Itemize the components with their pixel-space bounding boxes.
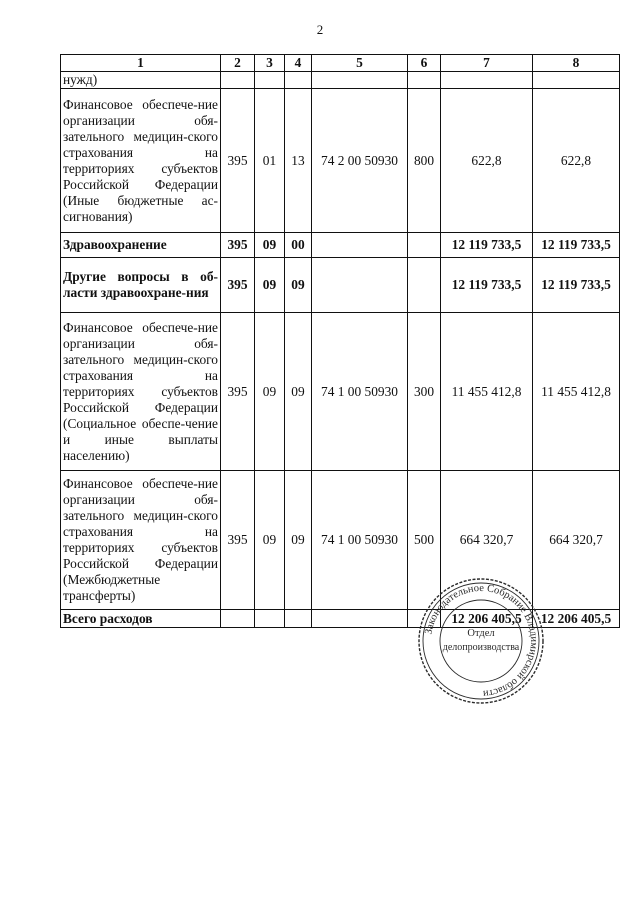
target-article-code: 74 1 00 50930: [312, 471, 408, 610]
expense-name: Другие вопросы в об-ласти здравоохране-ния: [61, 258, 221, 313]
section-code: 09: [255, 471, 285, 610]
ved-code: 395: [221, 233, 255, 258]
empty-cell: [221, 72, 255, 89]
header-cell: 3: [255, 55, 285, 72]
subsection-code: 09: [285, 471, 312, 610]
amount-col8: 11 455 412,8: [533, 313, 620, 471]
header-cell: 4: [285, 55, 312, 72]
expense-type-code: [408, 233, 441, 258]
target-article-code: [312, 610, 408, 628]
section-code: 09: [255, 258, 285, 313]
amount-col7: 12 119 733,5: [441, 233, 533, 258]
expense-type-code: 300: [408, 313, 441, 471]
office-stamp: [416, 576, 546, 706]
target-article-code: [312, 233, 408, 258]
section-code: 09: [255, 313, 285, 471]
amount-col7: 664 320,7: [441, 471, 533, 610]
header-cell: 2: [221, 55, 255, 72]
subsection-code: 13: [285, 89, 312, 233]
section-code: [255, 610, 285, 628]
section-code: 09: [255, 233, 285, 258]
subsection-code: [285, 610, 312, 628]
empty-cell: [533, 72, 620, 89]
ved-code: 395: [221, 471, 255, 610]
total-amount-col8: 12 206 405,5: [533, 610, 620, 628]
amount-col8: 664 320,7: [533, 471, 620, 610]
continuation-text: нужд): [61, 72, 221, 89]
header-cell: 1: [61, 55, 221, 72]
empty-cell: [285, 72, 312, 89]
empty-cell: [312, 72, 408, 89]
header-cell: 7: [441, 55, 533, 72]
target-article-code: 74 2 00 50930: [312, 89, 408, 233]
total-label: Всего расходов: [61, 610, 221, 628]
amount-col7: 11 455 412,8: [441, 313, 533, 471]
expense-type-code: 500: [408, 471, 441, 610]
subsection-code: 09: [285, 258, 312, 313]
subsection-code: 00: [285, 233, 312, 258]
expense-name: Финансовое обеспече-ние организации обя-зательного медицин-ского страхования на территориях субъектов Российской Федерации (Социальное обеспе-чение и иные выплаты населению): [61, 313, 221, 471]
header-cell: 5: [312, 55, 408, 72]
empty-cell: [255, 72, 285, 89]
stamp-center-line1: Отдел: [467, 628, 495, 639]
ved-code: 395: [221, 258, 255, 313]
total-amount-col7: 12 206 405,5: [441, 610, 533, 628]
amount-col8: 622,8: [533, 89, 620, 233]
ved-code: [221, 610, 255, 628]
ved-code: 395: [221, 89, 255, 233]
table-row-continuation: [61, 72, 620, 89]
section-code: 01: [255, 89, 285, 233]
table-row: [61, 313, 620, 471]
stamp-inner-ring: [440, 600, 522, 682]
ved-code: 395: [221, 313, 255, 471]
page-number: 2: [316, 22, 324, 37]
stamp-ring-text: Законодательное Собрание Владимирской области: [423, 582, 540, 700]
table-row: [61, 89, 620, 233]
amount-col7: 622,8: [441, 89, 533, 233]
target-article-code: 74 1 00 50930: [312, 313, 408, 471]
table-row: [61, 258, 620, 313]
stamp-center-line2: делопроизводства: [442, 642, 520, 653]
amount-col8: 12 119 733,5: [533, 258, 620, 313]
expense-type-code: [408, 258, 441, 313]
subsection-code: 09: [285, 313, 312, 471]
header-cell: 8: [533, 55, 620, 72]
table-header-row: [61, 55, 620, 72]
budget-table: [60, 54, 620, 628]
expense-name: Финансовое обеспече-ние организации обя-зательного медицин-ского страхования на территориях субъектов Российской Федерации (Межбюджетные трансферты): [61, 471, 221, 610]
expense-name: Здравоохранение: [61, 233, 221, 258]
target-article-code: [312, 258, 408, 313]
expense-name: Финансовое обеспече-ние организации обя-зательного медицин-ского страхования на территориях субъектов Российской Федерации (Иные бюджетные ас-сигнования): [61, 89, 221, 233]
header-cell: 6: [408, 55, 441, 72]
table-row: [61, 233, 620, 258]
amount-col7: 12 119 733,5: [441, 258, 533, 313]
empty-cell: [408, 72, 441, 89]
expense-type-code: 800: [408, 89, 441, 233]
amount-col8: 12 119 733,5: [533, 233, 620, 258]
stamp-outer-ring: [419, 579, 543, 703]
empty-cell: [441, 72, 533, 89]
